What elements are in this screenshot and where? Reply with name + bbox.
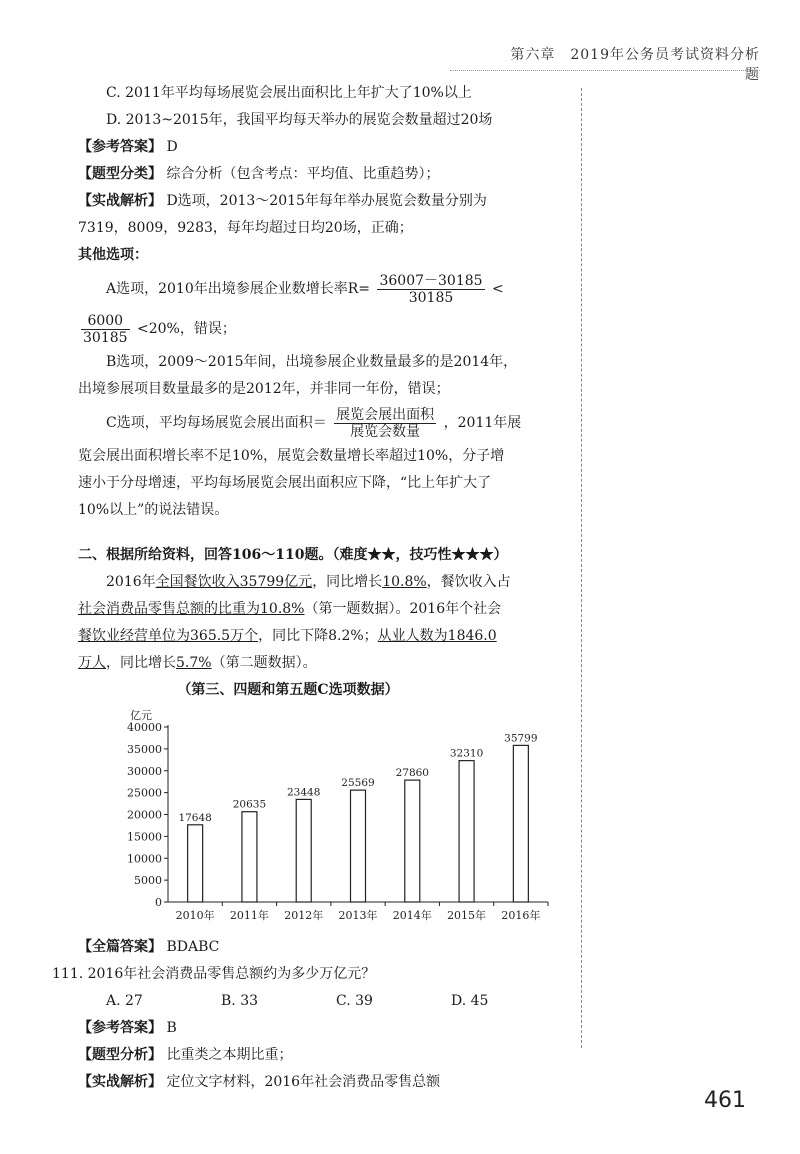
material-text: ，餐饮收入占: [426, 574, 511, 590]
header-rule: [450, 70, 760, 71]
bar: [296, 799, 311, 902]
bar-value-label: 25569: [341, 777, 375, 790]
material-underline: 全国餐饮收入35799亿元: [155, 574, 313, 590]
option-c-post: ，2011年展: [443, 415, 522, 431]
option-c: C. 39: [336, 993, 373, 1009]
fraction-denominator-2: 30185: [83, 329, 128, 346]
y-tick-label: 0: [155, 896, 162, 909]
chart-caption: （第三、四题和第五题C选项数据）: [177, 682, 399, 698]
material-line-2: [78, 596, 578, 623]
question-111: 111. 2016年社会消费品零售总额约为多少万亿元？: [52, 966, 376, 982]
main-content: [52, 80, 578, 1096]
option-c-analysis: [78, 403, 578, 443]
bar-chart-svg: [106, 704, 566, 934]
x-tick-label: 2014年: [392, 909, 432, 922]
option-a-text: A选项，2010年出境参展企业数增长率R=: [106, 281, 371, 297]
bar-value-label: 27860: [395, 767, 429, 780]
option-a-conclusion: <20%，错误；: [137, 321, 236, 337]
material-underline: 10.8%: [382, 574, 427, 590]
bar-value-label: 32310: [449, 747, 484, 760]
analysis-value-111: 定位文字材料，2016年社会消费品零售总额: [166, 1074, 441, 1090]
material-text: ，同比增长: [106, 655, 176, 671]
section-title: 二、根据所给资料，回答106～110题。（难度★★，技巧性★★★）: [78, 547, 508, 563]
option-c-line: C. 2011年平均每场展览会展出面积比上年扩大了10%以上: [106, 85, 472, 101]
material-text: ，同比增长: [312, 574, 383, 590]
option-c-line-4: 10%以上”的说法错误。: [78, 502, 229, 518]
y-tick-label: 20000: [127, 808, 162, 822]
option-c-line-3: 速小于分母增速，平均每场展览会展出面积应下降，“比上年扩大了: [78, 475, 492, 491]
option-c-text: C选项，平均每场展览会展出面积＝: [106, 415, 327, 431]
x-tick-label: 2012年: [284, 909, 324, 922]
material-text: （第二题数据）。: [211, 655, 317, 671]
option-a-less-than: <: [492, 281, 504, 297]
option-d-line: D. 2013~2015年，我国平均每天举办的展览会数量超过20场: [106, 112, 493, 128]
material-line-1: [78, 569, 578, 596]
bar: [513, 745, 528, 902]
other-options-title: 其他选项：: [78, 247, 148, 263]
type-label-111: 【题型分析】: [78, 1047, 162, 1063]
x-tick-label: 2010年: [175, 909, 215, 922]
bar-value-label: 20635: [232, 798, 267, 811]
y-tick-label: 40000: [127, 721, 162, 734]
option-a-analysis: [78, 269, 578, 309]
material-underline: 5.7%: [176, 655, 212, 671]
option-b-line-1: B选项，2009～2015年间，出境参展企业数量最多的是2014年，: [106, 354, 518, 370]
answer-line-111: [78, 1015, 578, 1042]
option-d: D. 45: [451, 993, 489, 1009]
x-tick-label: 2013年: [338, 909, 378, 922]
analysis-label-111: 【实战解析】: [78, 1074, 162, 1090]
bar-value-label: 23448: [287, 786, 321, 799]
y-tick-label: 5000: [134, 874, 162, 888]
bar: [351, 790, 366, 902]
type-label: 【题型分类】: [78, 166, 162, 182]
material-underline: 从业人数为1846.0: [377, 628, 497, 644]
answer-value: D: [166, 139, 178, 155]
x-tick-label: 2015年: [447, 909, 487, 922]
answer-line: [78, 134, 578, 161]
bar: [242, 812, 257, 902]
option-c-fraction: [334, 407, 436, 440]
type-line-111: [78, 1042, 578, 1069]
answer-label: 【参考答案】: [78, 139, 162, 155]
option-c-line-2: 览会展出面积增长率不足10%，展览会数量增长率超过10%，分子增: [78, 448, 505, 464]
answer-label-111: 【参考答案】: [78, 1020, 162, 1036]
x-tick-label: 2011年: [229, 909, 269, 922]
fraction-numerator: 36007－30185: [379, 272, 483, 289]
fraction-numerator-2: 6000: [81, 313, 130, 330]
option-a: A. 27: [106, 993, 143, 1009]
bar-value-label: 17648: [178, 811, 212, 824]
bar-chart: [106, 704, 566, 934]
y-tick-label: 15000: [127, 830, 162, 844]
analysis-value: D选项，2013～2015年每年举办展览会数量分别为: [166, 193, 487, 209]
material-underline: 餐饮业经营单位为365.5万个: [78, 628, 259, 644]
running-header: 第六章 2019年公务员考试资料分析题: [510, 47, 760, 83]
fraction-denominator: 30185: [408, 289, 454, 306]
option-b-line-2: 出境参展项目数量最多的是2012年，并非同一年份，错误；: [78, 381, 450, 397]
bar: [188, 825, 203, 902]
answer-value-111: B: [166, 1020, 177, 1036]
question-111-options: [78, 988, 578, 1015]
material-text: ，同比下降8.2%；: [258, 628, 378, 644]
all-answer-label: 【全篇答案】: [78, 939, 162, 955]
type-value: 综合分析（包含考点：平均值、比重趋势）；: [166, 166, 440, 182]
option-a-analysis-2: [78, 309, 578, 349]
type-value-111: 比重类之本期比重；: [166, 1047, 293, 1063]
page-number: 461: [704, 1088, 746, 1113]
material-text: 2016年: [106, 574, 156, 590]
bar: [405, 780, 420, 902]
analysis-line-111: [78, 1069, 578, 1096]
x-tick-label: 2016年: [501, 909, 541, 922]
bar-value-label: 35799: [504, 732, 538, 745]
all-answer-line: [78, 934, 578, 961]
fraction-numerator-c: 展览会展出面积: [336, 406, 435, 423]
y-axis-label: 亿元: [130, 709, 152, 722]
bar: [459, 761, 474, 902]
option-b: B. 33: [221, 993, 259, 1009]
analysis-label: 【实战解析】: [78, 193, 162, 209]
material-line-3: [78, 623, 578, 650]
material-text: （第一题数据）。2016年个社会: [304, 601, 502, 617]
option-a-fraction-2: [81, 313, 130, 346]
margin-rule: [581, 88, 582, 1048]
option-a-fraction: [377, 273, 484, 306]
y-tick-label: 35000: [127, 742, 162, 756]
material-line-4: [78, 650, 578, 677]
y-tick-label: 25000: [127, 786, 162, 800]
material-underline: 社会消费品零售总额的比重为10.8%: [78, 601, 305, 617]
y-tick-label: 30000: [127, 764, 162, 778]
y-tick-label: 10000: [127, 852, 162, 866]
all-answer-value: BDABC: [166, 939, 220, 955]
analysis-line-2: 7319，8009，9283，每年均超过日均20场，正确；: [78, 220, 413, 236]
analysis-line: [78, 188, 578, 215]
fraction-denominator-c: 展览会数量: [350, 423, 421, 440]
type-line: [78, 161, 578, 188]
material-underline: 万人: [78, 655, 106, 671]
